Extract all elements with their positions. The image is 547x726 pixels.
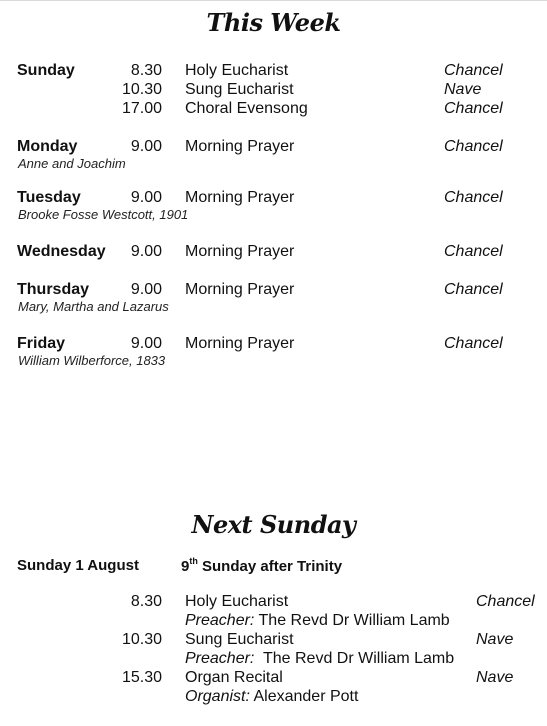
service-location: Chancel bbox=[444, 281, 503, 298]
officiant-person: The Revd Dr William Lamb bbox=[254, 612, 450, 629]
saint-commemoration: William Wilberforce, 1833 bbox=[18, 353, 166, 368]
service-name: Organ Recital bbox=[185, 669, 283, 686]
service-name: Morning Prayer bbox=[185, 189, 295, 206]
service-name: Holy Eucharist bbox=[185, 593, 289, 610]
ordinal-number: 9 bbox=[181, 558, 190, 575]
next-sunday-name bbox=[181, 557, 342, 575]
ordinal-suffix: th bbox=[189, 556, 198, 566]
service-location: Nave bbox=[444, 81, 482, 98]
day-label-friday: Friday bbox=[17, 335, 66, 352]
service-location: Chancel bbox=[476, 593, 535, 610]
service-location: Chancel bbox=[444, 243, 503, 260]
day-label-wednesday: Wednesday bbox=[17, 243, 106, 260]
service-location: Chancel bbox=[444, 335, 503, 352]
day-label-thursday: Thursday bbox=[17, 281, 90, 298]
service-location: Chancel bbox=[444, 189, 503, 206]
service-name: Sung Eucharist bbox=[185, 631, 294, 648]
service-time: 17.00 bbox=[121, 100, 162, 117]
service-time: 8.30 bbox=[130, 62, 162, 79]
next-sunday-date: Sunday 1 August bbox=[17, 557, 139, 574]
service-time: 9.00 bbox=[130, 138, 162, 155]
officiant-person: Alexander Pott bbox=[249, 688, 359, 705]
service-name: Choral Evensong bbox=[185, 100, 308, 117]
service-name: Morning Prayer bbox=[185, 335, 295, 352]
service-officiant bbox=[185, 612, 450, 630]
top-divider bbox=[0, 0, 547, 1]
officiant-person: The Revd Dr William Lamb bbox=[254, 650, 455, 667]
saint-commemoration: Brooke Fosse Westcott, 1901 bbox=[18, 207, 189, 222]
service-location: Chancel bbox=[444, 100, 503, 117]
service-name: Morning Prayer bbox=[185, 281, 295, 298]
service-time: 9.00 bbox=[130, 335, 162, 352]
service-location: Nave bbox=[476, 669, 514, 686]
service-location: Chancel bbox=[444, 138, 503, 155]
service-time: 8.30 bbox=[130, 593, 162, 610]
service-location: Chancel bbox=[444, 62, 503, 79]
service-time: 9.00 bbox=[130, 281, 162, 298]
next-sunday-title: Next Sunday bbox=[191, 510, 356, 539]
service-name: Holy Eucharist bbox=[185, 62, 289, 79]
service-name: Morning Prayer bbox=[185, 138, 295, 155]
service-time: 9.00 bbox=[130, 243, 162, 260]
service-officiant bbox=[185, 688, 358, 706]
officiant-role: Organist: bbox=[185, 688, 250, 705]
this-week-title: This Week bbox=[206, 8, 341, 37]
officiant-role: Preacher: bbox=[185, 612, 255, 629]
sunday-name-text: Sunday after Trinity bbox=[197, 558, 343, 575]
service-location: Nave bbox=[476, 631, 514, 648]
service-time: 15.30 bbox=[121, 669, 162, 686]
day-label-tuesday: Tuesday bbox=[17, 189, 81, 206]
day-label-monday: Monday bbox=[17, 138, 78, 155]
service-time: 10.30 bbox=[121, 81, 162, 98]
saint-commemoration: Mary, Martha and Lazarus bbox=[18, 299, 169, 314]
service-time: 9.00 bbox=[130, 189, 162, 206]
service-name: Sung Eucharist bbox=[185, 81, 294, 98]
service-time: 10.30 bbox=[121, 631, 162, 648]
officiant-role: Preacher: bbox=[185, 650, 255, 667]
service-name: Morning Prayer bbox=[185, 243, 295, 260]
service-officiant bbox=[185, 650, 454, 668]
saint-commemoration: Anne and Joachim bbox=[18, 156, 126, 171]
day-label-sunday: Sunday bbox=[17, 62, 75, 79]
